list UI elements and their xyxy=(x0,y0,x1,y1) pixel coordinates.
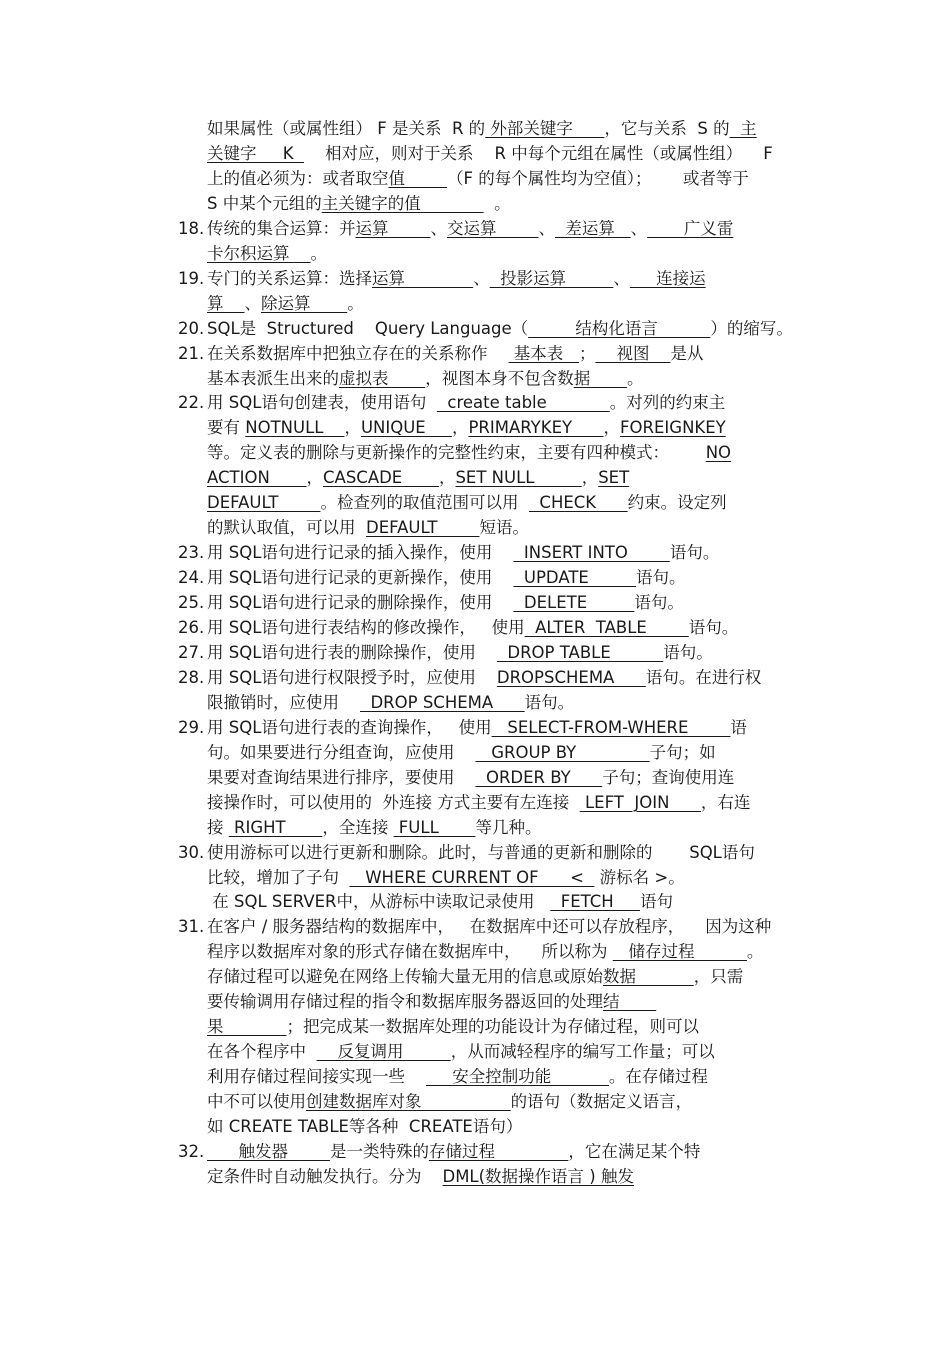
answer-blank: 结构化语言 xyxy=(528,318,711,338)
answer-blank: 据 xyxy=(573,368,627,388)
question-text: 。 xyxy=(626,368,644,388)
question-text: 的语句（数据定义语言， xyxy=(510,1092,693,1112)
answer-blank: 主关键字的值 xyxy=(321,193,484,213)
question-text: 是一类特殊的 xyxy=(329,1141,429,1161)
question-text: 用 SQL语句进行记录的插入操作，使用 xyxy=(207,543,514,563)
question-text: ， xyxy=(603,418,621,438)
answer-blank: 存储过程 xyxy=(428,1141,569,1161)
answer-blank: GROUP BY xyxy=(475,742,650,762)
question-text: 。 xyxy=(483,193,511,213)
question-text-line xyxy=(207,191,511,216)
question-text-line xyxy=(207,241,327,266)
question-number: 26. xyxy=(178,618,205,637)
answer-blank: DML(数据操作语言 ) 触发 xyxy=(442,1166,634,1186)
question-text: ； xyxy=(578,343,596,363)
answer-blank: FOREIGNKEY xyxy=(620,418,726,438)
answer-blank: 虚拟表 xyxy=(339,368,426,388)
question-text: ， xyxy=(438,468,456,488)
question-text: 。 xyxy=(746,942,764,962)
question-text: 。对列的约束主 xyxy=(609,393,726,413)
question-text-line xyxy=(207,989,656,1014)
question-text: 接操作时，可以使用的 外连接 方式主要有左连接 xyxy=(207,792,580,812)
answer-blank: CHECK xyxy=(528,493,628,513)
answer-blank: 基本表 xyxy=(508,343,579,363)
question-number: 18. xyxy=(178,218,205,238)
question-text: ，它在满足某个特 xyxy=(568,1141,701,1161)
question-number: 20. xyxy=(178,318,205,338)
answer-blank: DROPSCHEMA xyxy=(496,667,646,687)
question-text: ，全连接 xyxy=(322,817,394,837)
question-text-line xyxy=(207,366,643,391)
question-text: 用 SQL语句进行表的删除操作，使用 xyxy=(207,642,497,662)
question-text: 要有 xyxy=(207,418,246,438)
question-text: 语句。 xyxy=(688,618,739,637)
question-text: ， xyxy=(344,418,361,438)
question-text: 限撤销时，应使用 xyxy=(207,692,360,712)
question-number: 23. xyxy=(178,543,205,563)
question-text: 基本表派生出来的 xyxy=(207,368,339,388)
question-text-line xyxy=(207,889,673,914)
question-text: 语句。 xyxy=(663,642,713,662)
answer-blank: 广义雷 xyxy=(647,218,734,238)
answer-blank: FULL xyxy=(393,817,476,837)
question-text-line xyxy=(207,316,793,341)
answer-blank: 运算 xyxy=(355,218,431,238)
answer-blank: NO xyxy=(705,443,732,463)
question-number: 32. xyxy=(178,1141,205,1161)
question-text: 语句。在进行权 xyxy=(645,667,762,687)
question-text: 等。定义表的删除与更新操作的完整性约束，主要有四种模式： xyxy=(207,443,706,463)
answer-blank: 运算 xyxy=(372,268,474,288)
question-text-line xyxy=(207,540,719,565)
answer-blank: 主 xyxy=(729,119,757,138)
question-number: 21. xyxy=(178,343,205,363)
answer-blank: 交运算 xyxy=(446,218,539,238)
answer-blank: ORDER BY xyxy=(475,767,603,787)
answer-blank: DROP TABLE xyxy=(496,642,664,662)
answer-blank: 数据 xyxy=(603,967,694,987)
question-text-line xyxy=(207,216,733,241)
question-text-line xyxy=(207,465,629,490)
answer-blank: ACTION xyxy=(207,468,307,488)
question-text: ，视图本身不包含数 xyxy=(425,368,574,388)
question-text: 、 xyxy=(473,268,490,288)
answer-blank: 储存过程 xyxy=(612,942,747,962)
question-text: 用 SQL语句进行权限授予时，应使用 xyxy=(207,667,497,687)
answer-blank: 算 xyxy=(207,293,245,313)
question-text: 、 xyxy=(613,268,630,288)
question-text: 语句 xyxy=(639,892,673,912)
question-text-line xyxy=(207,565,686,590)
question-text: 如果属性（或属性组） F 是关系 R 的 xyxy=(207,119,486,138)
answer-blank: CASCADE xyxy=(323,468,439,488)
question-text-line xyxy=(207,1164,634,1189)
question-text: 短语。 xyxy=(479,518,529,538)
answer-blank: 结 xyxy=(603,992,657,1012)
answer-blank: DROP SCHEMA xyxy=(359,692,525,712)
answer-blank: 反复调用 xyxy=(316,1042,451,1062)
question-text: 相对应，则对于关系 R 中每个元组在属性（或属性组） F xyxy=(304,143,773,163)
question-text: 在各个程序中 xyxy=(207,1042,317,1062)
question-text-line xyxy=(207,665,761,690)
question-text: 果要对查询结果进行排序，要使用 xyxy=(207,767,476,787)
question-number: 25. xyxy=(178,593,205,613)
question-text-line xyxy=(207,790,750,815)
question-text: ，右连 xyxy=(700,792,751,812)
answer-blank: DELETE xyxy=(513,593,635,613)
question-text: 语句。 xyxy=(634,593,684,613)
question-text: 、 xyxy=(244,293,261,313)
answer-blank: 差运算 xyxy=(554,218,631,238)
question-text: 用 SQL语句进行表结构的修改操作， 使用 xyxy=(207,618,525,637)
question-text-line xyxy=(207,415,726,440)
answer-blank: 触发器 xyxy=(207,1141,330,1161)
question-text: 语句。 xyxy=(636,568,686,588)
question-text-line xyxy=(207,1039,715,1064)
question-text-line xyxy=(207,1139,700,1164)
question-text-line xyxy=(207,515,529,540)
question-text: 的默认取值，可以用 xyxy=(207,518,366,538)
question-text-line xyxy=(207,615,738,640)
question-text-line xyxy=(207,116,757,141)
answer-blank: RIGHT xyxy=(228,817,323,837)
question-text: 接 xyxy=(207,817,229,837)
answer-blank: PRIMARYKEY xyxy=(468,418,604,438)
answer-blank: INSERT INTO xyxy=(513,543,670,563)
answer-blank: 视图 xyxy=(595,343,671,363)
question-text: （F 的每个属性均为空值）； 或者等于 xyxy=(446,168,749,188)
question-text-line xyxy=(207,914,771,939)
question-text: 。在存储过程 xyxy=(608,1067,708,1087)
answer-blank: 卡尔积运算 xyxy=(207,243,311,263)
answer-blank: 关键字 K xyxy=(207,143,305,163)
question-text: ；把完成某一数据库处理的功能设计为存储过程，则可以 xyxy=(286,1017,699,1037)
question-number: 27. xyxy=(178,642,205,662)
answer-blank: SET xyxy=(598,468,630,488)
answer-blank: WHERE CURRENT OF < xyxy=(349,867,595,887)
question-text: S 中某个元组的 xyxy=(207,193,322,213)
question-text: ， xyxy=(306,468,324,488)
question-text: 中不可以使用 xyxy=(207,1092,306,1112)
question-text: ，它与关系 S 的 xyxy=(604,119,730,138)
question-number: 28. xyxy=(178,667,205,687)
question-text-line xyxy=(207,266,706,291)
question-text-line xyxy=(207,840,755,865)
question-text: ， xyxy=(451,418,469,438)
question-text-line xyxy=(207,640,713,665)
question-text: 存储过程可以避免在网络上传输大量无用的信息或原始 xyxy=(207,967,603,987)
answer-blank: FETCH xyxy=(550,892,640,912)
question-text-line xyxy=(207,740,716,765)
question-text-line xyxy=(207,939,763,964)
question-text-line xyxy=(207,390,725,415)
question-text: 用 SQL语句进行记录的删除操作，使用 xyxy=(207,593,514,613)
answer-blank: 果 xyxy=(207,1017,287,1037)
answer-blank: 投影运算 xyxy=(489,268,614,288)
answer-blank: create table xyxy=(436,393,610,413)
question-text-line xyxy=(207,1089,692,1114)
question-text-line xyxy=(207,590,684,615)
question-text: 语 xyxy=(730,717,747,737)
question-text: 在客户 / 服务器结构的数据库中， 在数据库中还可以存放程序， 因为这种 xyxy=(207,917,772,937)
question-text: 是从 xyxy=(670,343,704,363)
question-text: 使用游标可以进行更新和删除。此时，与普通的更新和删除的 SQL语句 xyxy=(207,842,755,862)
question-text-line xyxy=(207,341,703,366)
answer-blank: NOTNULL xyxy=(245,418,345,438)
answer-blank: 外部关键字 xyxy=(485,119,605,138)
question-text-line xyxy=(207,1064,708,1089)
question-text-line xyxy=(207,815,541,840)
question-text: ）的缩写。 xyxy=(710,318,793,338)
question-text: 定条件时自动触发执行。分为 xyxy=(207,1166,443,1186)
answer-blank: UNIQUE xyxy=(360,418,452,438)
question-text: 上的值必须为：或者取空 xyxy=(207,168,389,188)
answer-blank: DEFAULT xyxy=(207,493,321,513)
question-text-line xyxy=(207,291,364,316)
answer-blank: SELECT-FROM-WHERE xyxy=(491,717,731,737)
question-text: 程序以数据库对象的形式存储在数据库中， 所以称为 xyxy=(207,942,613,962)
question-text-line xyxy=(207,141,773,166)
question-text: ，只需 xyxy=(693,967,744,987)
question-text: 用 SQL语句创建表，使用语句 xyxy=(207,393,437,413)
question-text-line xyxy=(207,715,747,740)
question-text: SQL是 Structured Query Language（ xyxy=(207,318,529,338)
question-text: 子句；查询使用连 xyxy=(602,767,735,787)
question-text: 语句。 xyxy=(524,692,575,712)
question-number: 29. xyxy=(178,717,205,737)
question-text: 用 SQL语句进行记录的更新操作，使用 xyxy=(207,568,514,588)
answer-blank: ALTER TABLE xyxy=(524,618,689,637)
question-number: 31. xyxy=(178,917,205,937)
question-text-line xyxy=(207,1014,699,1039)
answer-blank: UPDATE xyxy=(513,568,637,588)
answer-blank: 连接运 xyxy=(629,268,706,288)
question-text-line xyxy=(207,865,685,890)
question-text: 如 CREATE TABLE等各种 CREATE语句） xyxy=(207,1117,523,1136)
question-text-line xyxy=(207,1114,522,1139)
answer-blank: 值 xyxy=(388,168,447,188)
question-text: 。检查列的取值范围可以用 xyxy=(320,493,529,513)
question-text-line xyxy=(207,964,743,989)
question-text: 。 xyxy=(310,243,327,263)
question-text: 传统的集合运算：并 xyxy=(207,218,356,238)
question-text: 利用存储过程间接实现一些 xyxy=(207,1067,426,1087)
question-text: 游标名 >。 xyxy=(594,867,685,887)
answer-blank: 除运算 xyxy=(260,293,348,313)
question-text: 、 xyxy=(538,218,555,238)
question-text: 。 xyxy=(347,293,364,313)
question-text-line xyxy=(207,490,727,515)
question-text: ，从而减轻程序的编写工作量；可以 xyxy=(450,1042,715,1062)
question-number: 24. xyxy=(178,568,205,588)
question-number: 30. xyxy=(178,842,205,862)
answer-blank: LEFT JOIN xyxy=(579,792,701,812)
question-text: 语句。 xyxy=(669,543,720,563)
answer-blank: 安全控制功能 xyxy=(425,1067,609,1087)
question-text: 用 SQL语句进行表的查询操作， 使用 xyxy=(207,717,492,737)
question-text-line xyxy=(207,440,731,465)
question-number: 19. xyxy=(178,268,205,288)
answer-blank: SET NULL xyxy=(455,468,582,488)
question-text-line xyxy=(207,166,749,191)
question-text: 子句；如 xyxy=(649,742,716,762)
answer-blank: 创建数据库对象 xyxy=(306,1092,511,1112)
question-number: 22. xyxy=(178,393,205,413)
question-text: 专门的关系运算：选择 xyxy=(207,268,372,288)
answer-blank: DEFAULT xyxy=(366,518,480,538)
question-text: 比较，增加了子句 xyxy=(207,867,350,887)
question-text: 要传输调用存储过程的指令和数据库服务器返回的处理 xyxy=(207,992,603,1012)
question-text: 、 xyxy=(630,218,648,238)
question-text: 在 SQL SERVER中，从游标中读取记录使用 xyxy=(207,892,551,912)
question-text-line xyxy=(207,690,574,715)
question-text: 等几种。 xyxy=(475,817,542,837)
question-text: 在关系数据库中把独立存在的关系称作 xyxy=(207,343,509,363)
question-text-line xyxy=(207,765,734,790)
question-text: 约束。设定列 xyxy=(627,493,727,513)
question-text: 、 xyxy=(430,218,447,238)
question-text: 句。如果要进行分组查询，应使用 xyxy=(207,742,476,762)
question-text: ， xyxy=(581,468,599,488)
